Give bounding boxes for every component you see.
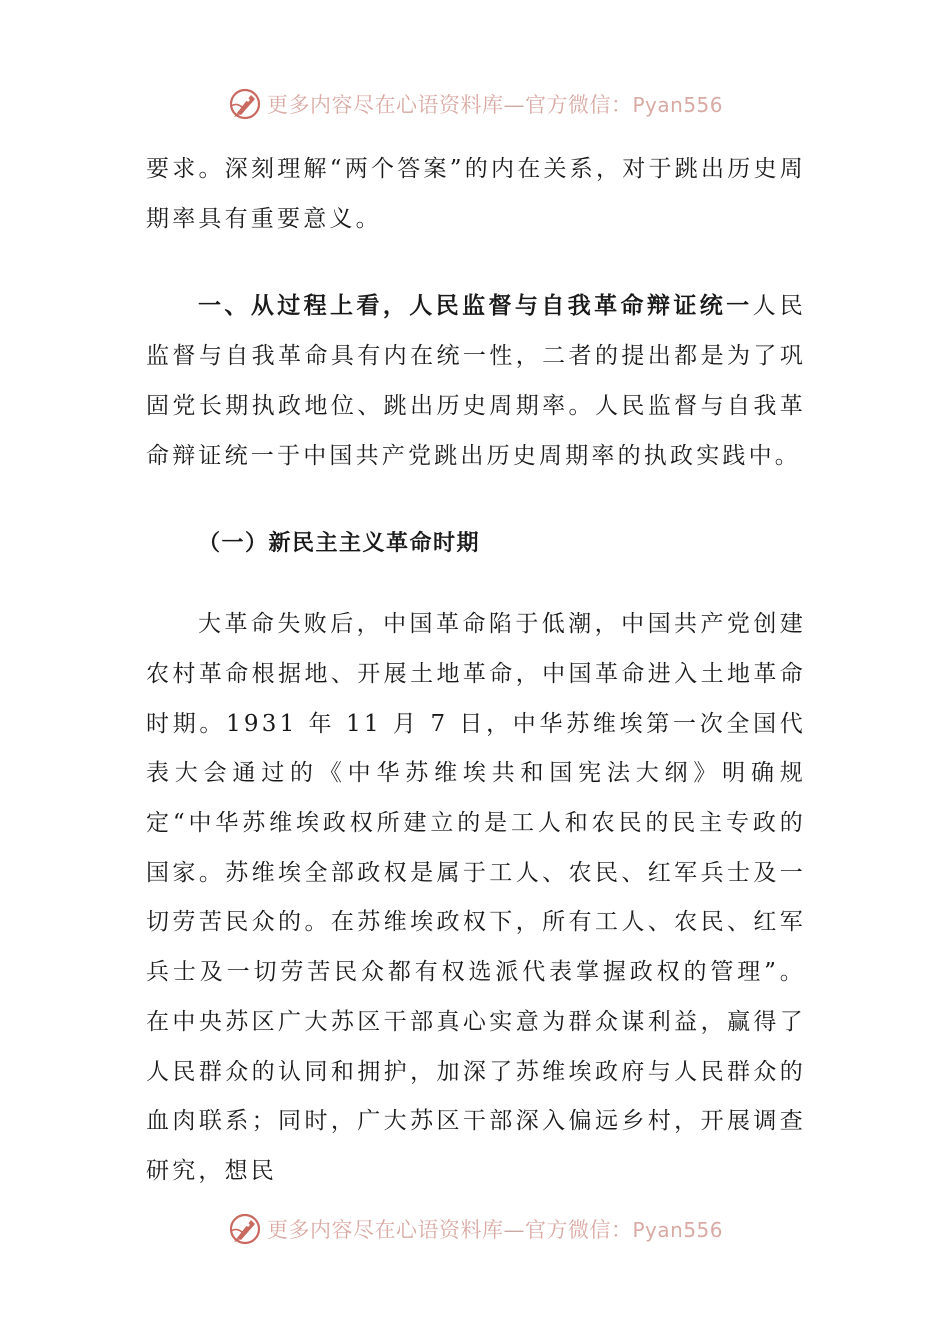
banner-slogan: 更多内容尽在心语资料库	[266, 93, 504, 117]
section-body: 人民监督与自我革命具有内在统一性，二者的提出都是为了巩固党长期执政地位、跳出历史周期率。人民监督与自我革命辩证统一于中国共产党跳出历史周期率的执政实践中。	[146, 293, 807, 469]
section-heading: 一、从过程上看，人民监督与自我革命辩证统一	[198, 293, 753, 320]
banner-label: 官方微信：	[524, 93, 633, 117]
pen-nib-logo-icon	[227, 86, 263, 122]
banner-wechat-id: Pyan556	[632, 93, 723, 117]
banner-dash: —	[503, 1218, 525, 1242]
body-paragraph: 大革命失败后，中国革命陷于低潮，中国共产党创建农村革命根据地、开展土地革命，中国革命进入土地革命时期。1931 年 11 月 7 日，中华苏维埃第一次全国代表大会通过的《中华苏维埃共和国宪法大纲》明确规定“中华苏维埃政权所建立的是工人和农民的民主专政的国家。苏维埃全部政权是属于工人、农民、红军兵士及一切劳苦民众的。在苏维埃政权下，所有工人、农民、红军兵士及一切劳苦民众都有权选派代表掌握政权的管理”。在中央苏区广大苏区干部真心实意为群众谋利益，赢得了人民群众的认同和拥护，加深了苏维埃政府与人民群众的血肉联系；同时，广大苏区干部深入偏远乡村，开展调查研究，想民	[146, 611, 806, 1184]
banner-text	[267, 1214, 723, 1244]
banner-text	[267, 89, 723, 119]
sub-section-heading: （一）新民主主义革命时期	[198, 531, 481, 557]
banner-wechat-id: Pyan556	[632, 1218, 723, 1242]
paragraph-continuation: 要求。深刻理解“两个答案”的内在关系，对于跳出历史周期率具有重要意义。	[146, 156, 806, 232]
pen-nib-logo-icon	[227, 1211, 263, 1247]
banner-dash: —	[503, 93, 525, 117]
banner-label: 官方微信：	[524, 1218, 633, 1242]
section-paragraph	[146, 282, 806, 481]
header-watermark-banner	[0, 82, 950, 126]
document-body	[146, 145, 806, 1197]
banner-slogan: 更多内容尽在心语资料库	[266, 1218, 504, 1242]
footer-watermark-banner	[0, 1207, 950, 1251]
